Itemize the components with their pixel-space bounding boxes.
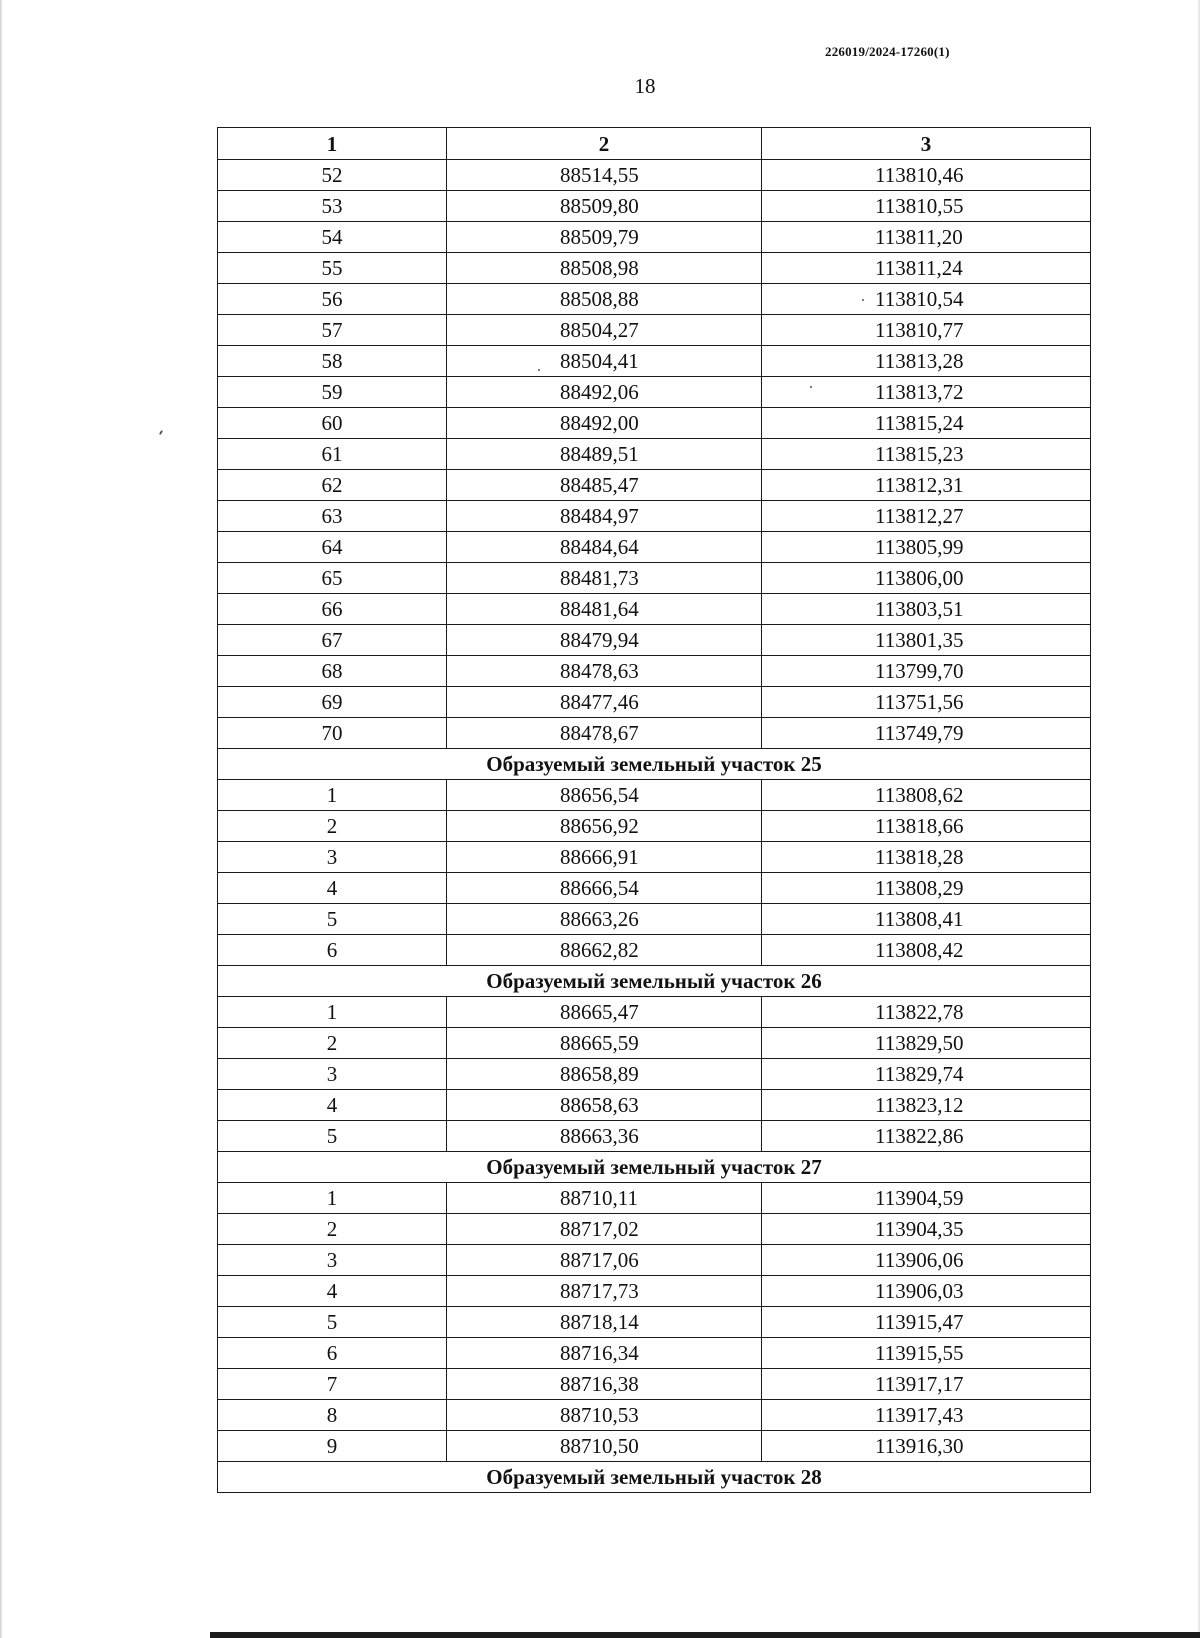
y-coordinate-cell: 113813,72 bbox=[762, 377, 1091, 408]
table-row bbox=[218, 1276, 1091, 1307]
point-number-cell: 1 bbox=[218, 1183, 447, 1214]
table-row bbox=[218, 1090, 1091, 1121]
x-coordinate-cell: 88492,00 bbox=[447, 408, 762, 439]
y-coordinate-cell: 113810,46 bbox=[762, 160, 1091, 191]
y-coordinate-cell: 113806,00 bbox=[762, 563, 1091, 594]
x-coordinate-cell: 88504,27 bbox=[447, 315, 762, 346]
point-number-cell: 59 bbox=[218, 377, 447, 408]
x-coordinate-cell: 88666,91 bbox=[447, 842, 762, 873]
table-row bbox=[218, 1214, 1091, 1245]
x-coordinate-cell: 88710,11 bbox=[447, 1183, 762, 1214]
table-row bbox=[218, 563, 1091, 594]
x-coordinate-cell: 88492,06 bbox=[447, 377, 762, 408]
section-title-row bbox=[218, 1152, 1091, 1183]
point-number-cell: 60 bbox=[218, 408, 447, 439]
y-coordinate-cell: 113808,41 bbox=[762, 904, 1091, 935]
y-coordinate-cell: 113815,24 bbox=[762, 408, 1091, 439]
scan-edge-bottom bbox=[210, 1632, 1200, 1638]
y-coordinate-cell: 113829,50 bbox=[762, 1028, 1091, 1059]
point-number-cell: 56 bbox=[218, 284, 447, 315]
header-point-number: 1 bbox=[218, 128, 447, 160]
x-coordinate-cell: 88508,88 bbox=[447, 284, 762, 315]
header-row bbox=[218, 128, 1091, 160]
x-coordinate-cell: 88481,64 bbox=[447, 594, 762, 625]
scan-speck bbox=[810, 386, 812, 388]
table-row bbox=[218, 718, 1091, 749]
y-coordinate-cell: 113810,55 bbox=[762, 191, 1091, 222]
scan-speck bbox=[862, 299, 864, 301]
y-coordinate-cell: 113749,79 bbox=[762, 718, 1091, 749]
point-number-cell: 62 bbox=[218, 470, 447, 501]
table-row bbox=[218, 1307, 1091, 1338]
x-coordinate-cell: 88663,26 bbox=[447, 904, 762, 935]
y-coordinate-cell: 113906,03 bbox=[762, 1276, 1091, 1307]
point-number-cell: 3 bbox=[218, 842, 447, 873]
x-coordinate-cell: 88508,98 bbox=[447, 253, 762, 284]
point-number-cell: 58 bbox=[218, 346, 447, 377]
y-coordinate-cell: 113801,35 bbox=[762, 625, 1091, 656]
x-coordinate-cell: 88716,38 bbox=[447, 1369, 762, 1400]
y-coordinate-cell: 113829,74 bbox=[762, 1059, 1091, 1090]
table-row bbox=[218, 439, 1091, 470]
section-title: Образуемый земельный участок 28 bbox=[218, 1462, 1091, 1493]
y-coordinate-cell: 113808,29 bbox=[762, 873, 1091, 904]
x-coordinate-cell: 88658,89 bbox=[447, 1059, 762, 1090]
point-number-cell: 5 bbox=[218, 904, 447, 935]
coordinates-table bbox=[217, 127, 1091, 1493]
y-coordinate-cell: 113803,51 bbox=[762, 594, 1091, 625]
table-row bbox=[218, 842, 1091, 873]
y-coordinate-cell: 113917,43 bbox=[762, 1400, 1091, 1431]
x-coordinate-cell: 88504,41 bbox=[447, 346, 762, 377]
y-coordinate-cell: 113818,66 bbox=[762, 811, 1091, 842]
y-coordinate-cell: 113915,47 bbox=[762, 1307, 1091, 1338]
point-number-cell: 6 bbox=[218, 935, 447, 966]
x-coordinate-cell: 88479,94 bbox=[447, 625, 762, 656]
table-header bbox=[218, 128, 1091, 160]
y-coordinate-cell: 113808,62 bbox=[762, 780, 1091, 811]
point-number-cell: 1 bbox=[218, 780, 447, 811]
table-row bbox=[218, 532, 1091, 563]
point-number-cell: 67 bbox=[218, 625, 447, 656]
y-coordinate-cell: 113822,78 bbox=[762, 997, 1091, 1028]
point-number-cell: 65 bbox=[218, 563, 447, 594]
table-row bbox=[218, 1121, 1091, 1152]
y-coordinate-cell: 113904,59 bbox=[762, 1183, 1091, 1214]
table-body bbox=[218, 160, 1091, 1493]
point-number-cell: 5 bbox=[218, 1307, 447, 1338]
y-coordinate-cell: 113812,27 bbox=[762, 501, 1091, 532]
section-title-row bbox=[218, 1462, 1091, 1493]
table-row bbox=[218, 470, 1091, 501]
scan-edge-left bbox=[0, 0, 3, 1638]
section-title: Образуемый земельный участок 26 bbox=[218, 966, 1091, 997]
table-row bbox=[218, 1183, 1091, 1214]
table-row bbox=[218, 315, 1091, 346]
point-number-cell: 9 bbox=[218, 1431, 447, 1462]
document-id: 226019/2024-17260(1) bbox=[825, 44, 950, 59]
y-coordinate-cell: 113915,55 bbox=[762, 1338, 1091, 1369]
x-coordinate-cell: 88665,59 bbox=[447, 1028, 762, 1059]
section-title: Образуемый земельный участок 27 bbox=[218, 1152, 1091, 1183]
point-number-cell: 53 bbox=[218, 191, 447, 222]
table-row bbox=[218, 1369, 1091, 1400]
point-number-cell: 61 bbox=[218, 439, 447, 470]
y-coordinate-cell: 113812,31 bbox=[762, 470, 1091, 501]
table-row bbox=[218, 191, 1091, 222]
x-coordinate-cell: 88478,67 bbox=[447, 718, 762, 749]
table-row bbox=[218, 1059, 1091, 1090]
y-coordinate-cell: 113805,99 bbox=[762, 532, 1091, 563]
table-row bbox=[218, 346, 1091, 377]
x-coordinate-cell: 88665,47 bbox=[447, 997, 762, 1028]
x-coordinate-cell: 88484,97 bbox=[447, 501, 762, 532]
y-coordinate-cell: 113799,70 bbox=[762, 656, 1091, 687]
point-number-cell: 2 bbox=[218, 1214, 447, 1245]
y-coordinate-cell: 113818,28 bbox=[762, 842, 1091, 873]
point-number-cell: 3 bbox=[218, 1245, 447, 1276]
section-title-row bbox=[218, 749, 1091, 780]
x-coordinate-cell: 88656,92 bbox=[447, 811, 762, 842]
x-coordinate-cell: 88477,46 bbox=[447, 687, 762, 718]
point-number-cell: 68 bbox=[218, 656, 447, 687]
point-number-cell: 4 bbox=[218, 1090, 447, 1121]
x-coordinate-cell: 88717,02 bbox=[447, 1214, 762, 1245]
y-coordinate-cell: 113813,28 bbox=[762, 346, 1091, 377]
y-coordinate-cell: 113904,35 bbox=[762, 1214, 1091, 1245]
y-coordinate-cell: 113810,77 bbox=[762, 315, 1091, 346]
y-coordinate-cell: 113823,12 bbox=[762, 1090, 1091, 1121]
x-coordinate-cell: 88509,80 bbox=[447, 191, 762, 222]
point-number-cell: 2 bbox=[218, 811, 447, 842]
table-row bbox=[218, 1431, 1091, 1462]
x-coordinate-cell: 88662,82 bbox=[447, 935, 762, 966]
table-row bbox=[218, 222, 1091, 253]
table-row bbox=[218, 1338, 1091, 1369]
x-coordinate-cell: 88481,73 bbox=[447, 563, 762, 594]
x-coordinate-cell: 88717,06 bbox=[447, 1245, 762, 1276]
y-coordinate-cell: 113822,86 bbox=[762, 1121, 1091, 1152]
y-coordinate-cell: 113906,06 bbox=[762, 1245, 1091, 1276]
header-y: 3 bbox=[762, 128, 1091, 160]
point-number-cell: 4 bbox=[218, 1276, 447, 1307]
table-row bbox=[218, 656, 1091, 687]
point-number-cell: 8 bbox=[218, 1400, 447, 1431]
x-coordinate-cell: 88710,53 bbox=[447, 1400, 762, 1431]
table-row bbox=[218, 904, 1091, 935]
scan-speck bbox=[159, 430, 163, 435]
point-number-cell: 63 bbox=[218, 501, 447, 532]
section-title-row bbox=[218, 966, 1091, 997]
table-row bbox=[218, 811, 1091, 842]
table-row bbox=[218, 1400, 1091, 1431]
point-number-cell: 1 bbox=[218, 997, 447, 1028]
x-coordinate-cell: 88718,14 bbox=[447, 1307, 762, 1338]
table-row bbox=[218, 687, 1091, 718]
x-coordinate-cell: 88658,63 bbox=[447, 1090, 762, 1121]
x-coordinate-cell: 88509,79 bbox=[447, 222, 762, 253]
y-coordinate-cell: 113815,23 bbox=[762, 439, 1091, 470]
table-row bbox=[218, 625, 1091, 656]
table-row bbox=[218, 160, 1091, 191]
point-number-cell: 54 bbox=[218, 222, 447, 253]
x-coordinate-cell: 88514,55 bbox=[447, 160, 762, 191]
table-row bbox=[218, 780, 1091, 811]
point-number-cell: 7 bbox=[218, 1369, 447, 1400]
table-row bbox=[218, 253, 1091, 284]
x-coordinate-cell: 88716,34 bbox=[447, 1338, 762, 1369]
table-row bbox=[218, 501, 1091, 532]
y-coordinate-cell: 113810,54 bbox=[762, 284, 1091, 315]
x-coordinate-cell: 88489,51 bbox=[447, 439, 762, 470]
point-number-cell: 52 bbox=[218, 160, 447, 191]
point-number-cell: 2 bbox=[218, 1028, 447, 1059]
y-coordinate-cell: 113811,20 bbox=[762, 222, 1091, 253]
point-number-cell: 69 bbox=[218, 687, 447, 718]
table-row bbox=[218, 997, 1091, 1028]
x-coordinate-cell: 88484,64 bbox=[447, 532, 762, 563]
table-row bbox=[218, 935, 1091, 966]
table-row bbox=[218, 284, 1091, 315]
y-coordinate-cell: 113751,56 bbox=[762, 687, 1091, 718]
table-row bbox=[218, 1028, 1091, 1059]
scan-speck bbox=[538, 369, 540, 371]
y-coordinate-cell: 113917,17 bbox=[762, 1369, 1091, 1400]
y-coordinate-cell: 113811,24 bbox=[762, 253, 1091, 284]
x-coordinate-cell: 88656,54 bbox=[447, 780, 762, 811]
y-coordinate-cell: 113808,42 bbox=[762, 935, 1091, 966]
point-number-cell: 66 bbox=[218, 594, 447, 625]
table-row bbox=[218, 408, 1091, 439]
point-number-cell: 3 bbox=[218, 1059, 447, 1090]
point-number-cell: 5 bbox=[218, 1121, 447, 1152]
section-title: Образуемый земельный участок 25 bbox=[218, 749, 1091, 780]
table-row bbox=[218, 1245, 1091, 1276]
table-row bbox=[218, 377, 1091, 408]
x-coordinate-cell: 88717,73 bbox=[447, 1276, 762, 1307]
x-coordinate-cell: 88478,63 bbox=[447, 656, 762, 687]
page-number: 18 bbox=[634, 74, 656, 98]
x-coordinate-cell: 88663,36 bbox=[447, 1121, 762, 1152]
point-number-cell: 64 bbox=[218, 532, 447, 563]
point-number-cell: 6 bbox=[218, 1338, 447, 1369]
x-coordinate-cell: 88710,50 bbox=[447, 1431, 762, 1462]
point-number-cell: 55 bbox=[218, 253, 447, 284]
table-row bbox=[218, 873, 1091, 904]
x-coordinate-cell: 88666,54 bbox=[447, 873, 762, 904]
table-row bbox=[218, 594, 1091, 625]
x-coordinate-cell: 88485,47 bbox=[447, 470, 762, 501]
point-number-cell: 57 bbox=[218, 315, 447, 346]
point-number-cell: 70 bbox=[218, 718, 447, 749]
point-number-cell: 4 bbox=[218, 873, 447, 904]
header-x: 2 bbox=[447, 128, 762, 160]
y-coordinate-cell: 113916,30 bbox=[762, 1431, 1091, 1462]
